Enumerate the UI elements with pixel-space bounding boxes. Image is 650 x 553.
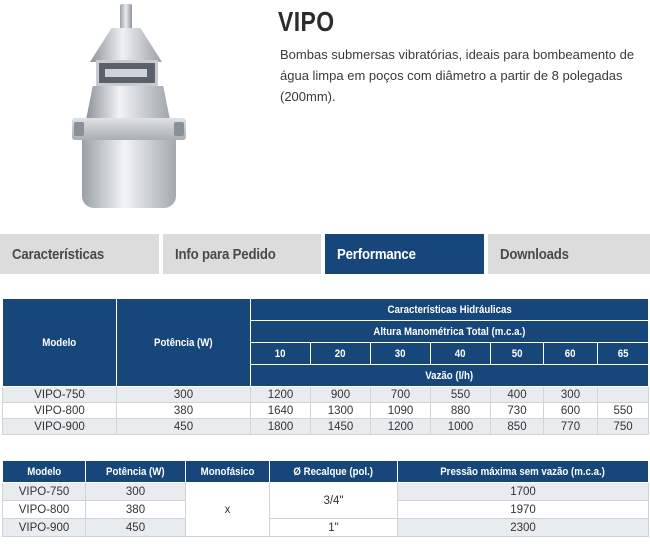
header-altura-manometrica: Altura Manométrica Total (m.c.a.) (251, 321, 649, 343)
product-tabs (0, 234, 650, 274)
header-potencia: Potência (W) (117, 299, 251, 387)
tab-label: Info para Pedido (175, 245, 276, 263)
cell-power: 300 (117, 387, 251, 403)
table-row (3, 403, 649, 419)
cell-pressure: 2300 (398, 519, 649, 537)
cell-flow: 300 (544, 387, 598, 403)
cell-flow: 1090 (371, 403, 431, 419)
header-modelo: Modelo (3, 299, 117, 387)
cell-flow: 750 (598, 419, 649, 435)
cell-flow: 880 (431, 403, 491, 419)
cell-flow: 700 (371, 387, 431, 403)
cell-flow: 850 (491, 419, 544, 435)
cell-flow: 1300 (311, 403, 371, 419)
pump-top-cone (90, 28, 162, 62)
header-height: 30 (371, 343, 431, 365)
cell-flow (598, 387, 649, 403)
header-vazao: Vazão (l/h) (251, 365, 649, 387)
cell-flow: 1200 (371, 419, 431, 435)
cell-model: VIPO-800 (3, 403, 117, 419)
spec-table (2, 460, 649, 537)
tab-label: Características (12, 245, 105, 263)
cell-monofasico: x (186, 483, 270, 537)
header-recalque: Ø Recalque (pol.) (270, 461, 398, 483)
cell-model: VIPO-800 (3, 501, 86, 519)
cell-pressure: 1700 (398, 483, 649, 501)
cell-power: 380 (117, 403, 251, 419)
header-pressao: Pressão máxima sem vazão (m.c.a.) (398, 461, 649, 483)
tab-label: Downloads (500, 245, 569, 263)
cell-power: 380 (86, 501, 186, 519)
cell-flow: 1640 (251, 403, 311, 419)
cell-model: VIPO-900 (3, 419, 117, 435)
cell-flow: 550 (598, 403, 649, 419)
performance-table (2, 298, 649, 435)
cell-flow: 1000 (431, 419, 491, 435)
cell-flow: 1800 (251, 419, 311, 435)
cell-flow: 1200 (251, 387, 311, 403)
header-modelo: Modelo (3, 461, 86, 483)
cell-flow: 550 (431, 387, 491, 403)
product-title: VIPO (278, 6, 335, 37)
cell-recalque: 1" (270, 519, 398, 537)
tab-info-pedido[interactable] (163, 234, 321, 274)
cell-recalque: 3/4" (270, 483, 398, 519)
cell-flow: 900 (311, 387, 371, 403)
cell-power: 450 (117, 419, 251, 435)
pump-window (96, 60, 158, 86)
header-height: 60 (544, 343, 598, 365)
table-row (3, 387, 649, 403)
cell-model: VIPO-750 (3, 483, 86, 501)
header-monofasico: Monofásico (186, 461, 270, 483)
table-row (3, 519, 649, 537)
cell-flow: 770 (544, 419, 598, 435)
pump-base (82, 140, 176, 208)
cell-power: 300 (86, 483, 186, 501)
cell-flow: 600 (544, 403, 598, 419)
product-image (68, 4, 192, 210)
header-caracteristicas-hidraulicas: Características Hidráulicas (251, 299, 649, 321)
tab-label: Performance (337, 245, 416, 263)
tab-performance[interactable] (325, 234, 484, 274)
cell-power: 450 (86, 519, 186, 537)
header-height: 65 (598, 343, 649, 365)
pump-body (86, 86, 170, 120)
cell-model: VIPO-900 (3, 519, 86, 537)
table-row (3, 483, 649, 501)
cell-flow: 400 (491, 387, 544, 403)
cell-model: VIPO-750 (3, 387, 117, 403)
header-height: 10 (251, 343, 311, 365)
header-height: 40 (431, 343, 491, 365)
cell-flow: 1450 (311, 419, 371, 435)
header-height: 20 (311, 343, 371, 365)
header-potencia: Potência (W) (86, 461, 186, 483)
table-row (3, 419, 649, 435)
cell-flow: 730 (491, 403, 544, 419)
tab-downloads[interactable] (488, 234, 650, 274)
cell-pressure: 1970 (398, 501, 649, 519)
header-height: 50 (491, 343, 544, 365)
tab-caracteristicas[interactable] (0, 234, 159, 274)
product-description: Bombas submersas vibratórias, ideais para bombeamento de água limpa em poços com diâmetro a partir de 8 polegadas (200mm). (280, 47, 635, 104)
pump-flange (72, 118, 186, 140)
